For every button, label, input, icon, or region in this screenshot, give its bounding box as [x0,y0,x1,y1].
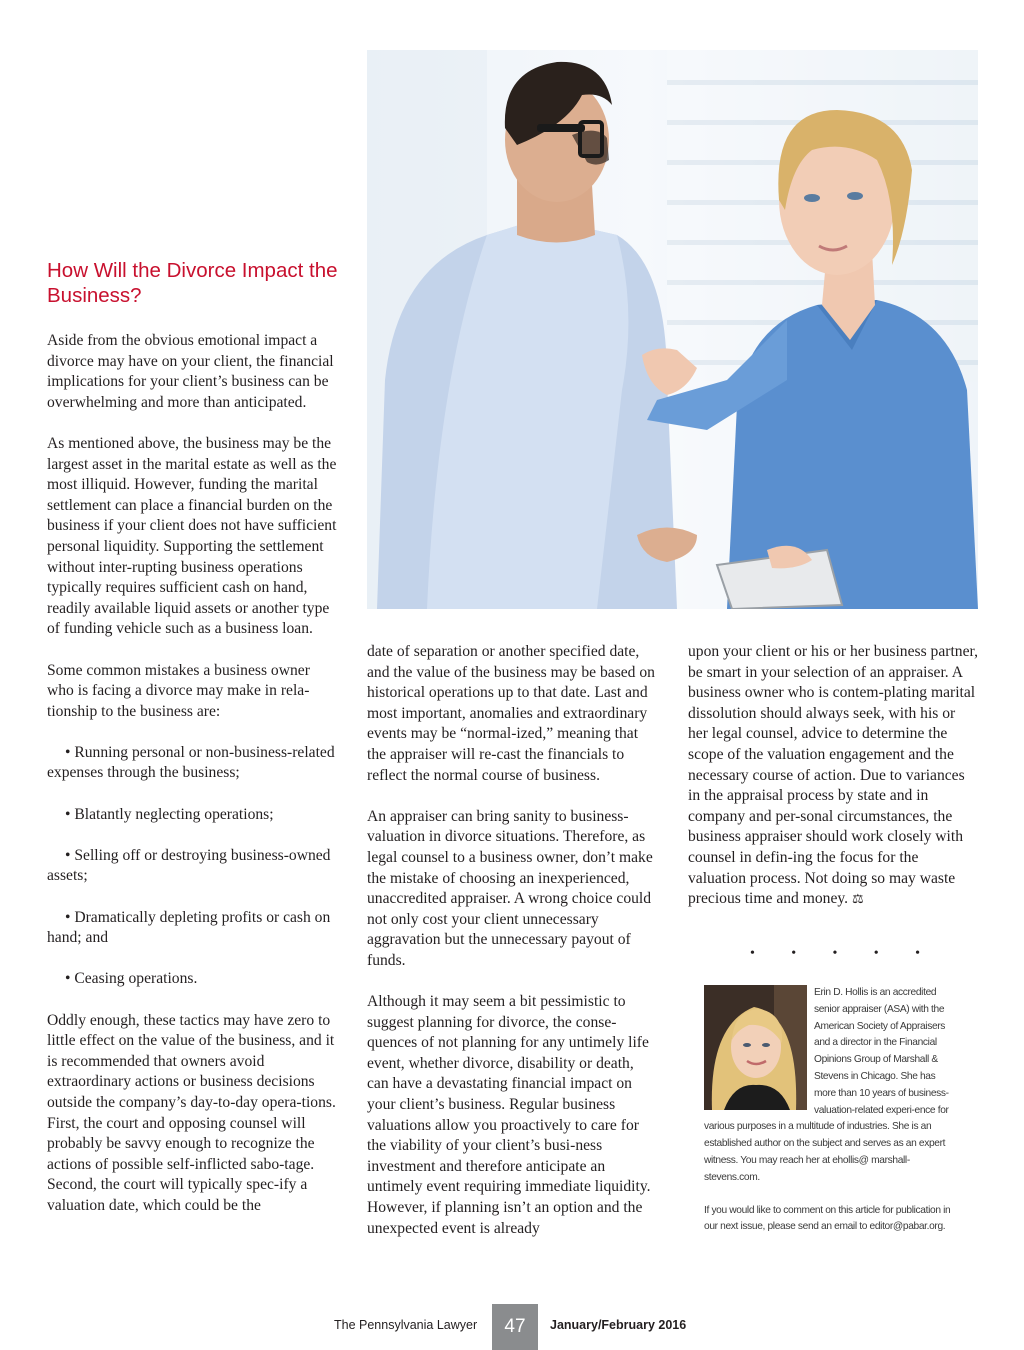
section-separator [750,946,920,962]
article-column-3 [688,642,978,931]
article-column-1 [47,331,339,1237]
publication-name: The Pennsylvania Lawyer [334,1318,478,1332]
mistake-list-item: • Blatantly neglecting operations; [65,805,274,823]
separator-dot: • [873,946,879,961]
article-column-2 [367,642,657,1260]
issue-date: January/February 2016 [550,1318,687,1332]
body-paragraph: An appraiser can bring sanity to business-valuation in divorce situations. Therefore, as legal counsel to a business owner, don’t make the mistake of choosing an inexperienced, unaccredited appraiser. A wrong choice could not only cost your client unnecessary aggravation but the unnecessary payout of funds. [367,807,653,969]
separator-dot: • [791,946,797,961]
end-mark-icon: ⚖ [852,892,864,908]
separator-dot: • [750,946,755,961]
section-heading: How Will the Divorce Impact the Business? [47,259,338,307]
page-number-box [492,1304,538,1350]
mistake-list-item: • Running personal or non-business-related expenses through the business; [47,743,335,782]
author-bio [704,985,958,1252]
body-paragraph: date of separation or another specified date, and the value of the business may be based on historical operations up to that date. Last and most important, anomalies and extraordinary events may be “normal-ized,” meaning that the appraiser will re-cast the financials to reflect the normal course of business. [367,643,655,784]
office-conversation-illustration [367,50,978,609]
comment-invitation: If you would like to comment on this article for publication in our next issue, please send an email to editor@pabar.org. [704,1204,951,1233]
mistake-list-item: • Selling off or destroying business-owned assets; [47,846,331,885]
body-paragraph: Oddly enough, these tactics may have zero to little effect on the value of the business, and it is recommended that owners avoid extraordinary actions or business decisions outside the company’s day-to-day opera-tions. First, the court and opposing counsel will probably be savvy enough to recognize the actions of possible self-inflicted sabo-tage. Second, the court will typically spec-ify a valuation date, which could be the [47,1011,336,1214]
closing-paragraph-text: upon your client or his or her business partner, be smart in your selection of an appraiser. A business owner who is contem-plating marital dissolution should always seek, with his or her legal counsel, advice to determine the scope of the valuation engagement and the necessary course of action. Due to variances in the appraisal process by state and in company and per-sonal circumstances, the business appraiser should work closely with counsel in defin-ing the focus for the valuation process. Not doing so may waste precious time and money. [688,643,978,908]
page-footer [0,1304,1024,1350]
body-paragraph: Some common mistakes a business owner who is facing a divorce may make in rela-tionship to the business are: [47,661,310,720]
separator-dot: • [915,946,920,961]
body-paragraph [688,642,978,911]
body-paragraph: Although it may seem a bit pessimistic to suggest planning for divorce, the conse-quences of not planning for any untimely life event, whether divorce, disability or death, can have a devastating financial impact on your client’s business. Regular business valuations allow you proactively to care for the viability of your client’s busi-ness investment and therefore anticipate an untimely event requiring immediate liquidity. However, if planning isn’t an option and the unexpected event is already [367,993,651,1237]
author-bio-text: Erin D. Hollis is an accredited senior appraiser (ASA) with the American Society of Appraisers and a director in the Financial Opinions Group of Marshall & Stevens in Chicago. She has more than 10 years of business-valuation-related experi-ence for various purposes in a multitude of industries. She is an established author on the subject and serves as an expert witness. You may reach her at ehollis@ marshall-stevens.com. [704,987,949,1183]
page-number: 47 [504,1316,526,1337]
body-paragraph: Aside from the obvious emotional impact a divorce may have on your client, the financial implications for your client’s business can be overwhelming and more than anticipated. [47,332,334,411]
mistake-list-item: • Ceasing operations. [65,970,198,988]
mistake-list-item: • Dramatically depleting profits or cash on hand; and [47,908,331,947]
body-paragraph: As mentioned above, the business may be the largest asset in the marital estate as well as the most illiquid. However, funding the marital settlement can place a financial burden on the business if your client does not have sufficient personal liquidity. Supporting the settlement without inter-rupting business operations typically requires sufficient cash on hand, readily available liquid assets or another type of funding vehicle such as a business loan. [47,434,337,638]
article-photo [367,50,978,609]
separator-dot: • [832,946,838,961]
